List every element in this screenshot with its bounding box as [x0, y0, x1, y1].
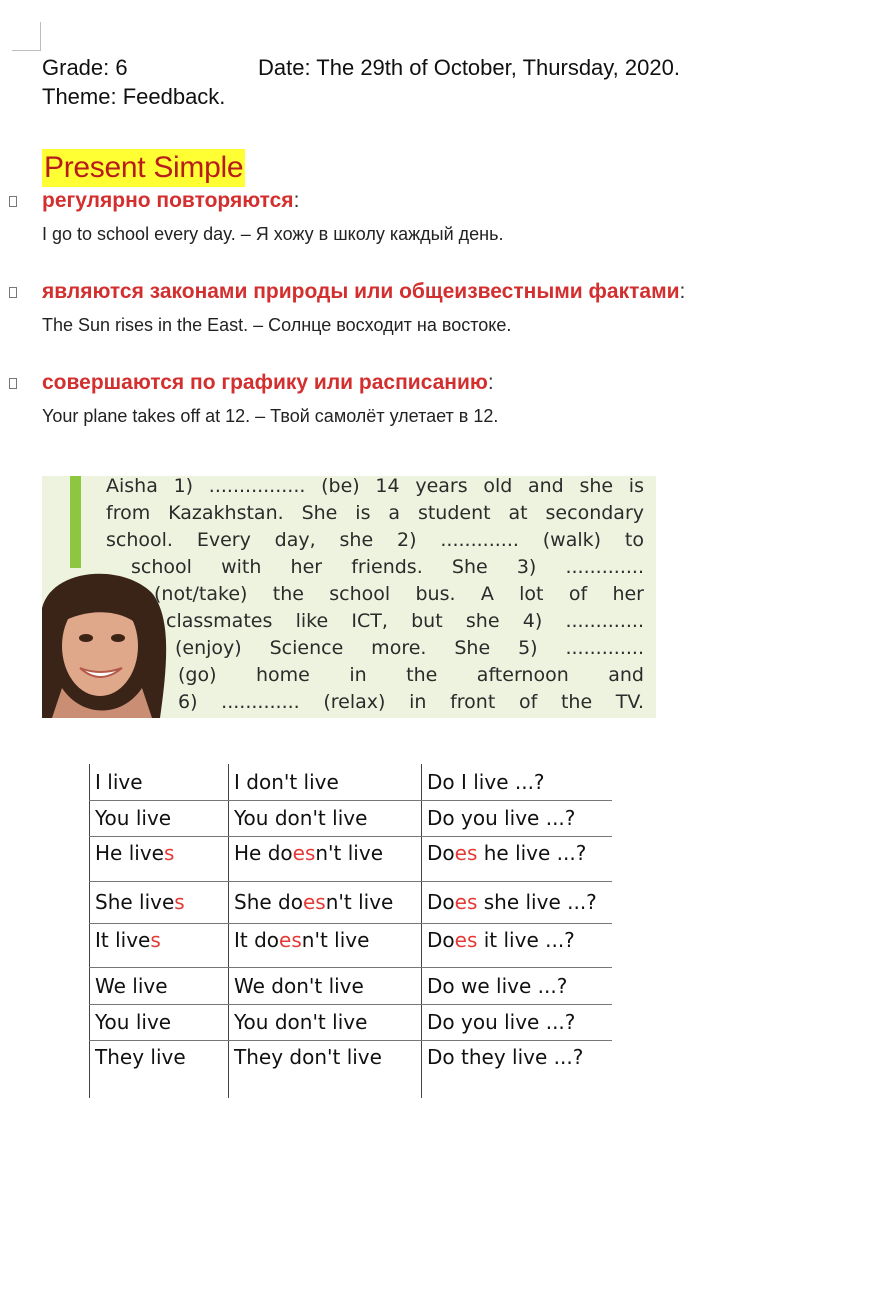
- affirmative-cell: We live: [90, 967, 229, 1004]
- exercise-line: school. Every day, she 2) ............. (walk) to: [106, 529, 644, 551]
- rule-example: Your plane takes off at 12. – Твой самолёт улетает в 12.: [42, 406, 499, 426]
- exercise-image: [42, 476, 656, 718]
- table-row: [90, 836, 613, 881]
- question-cell: Do you live ...?: [422, 800, 613, 836]
- question-cell: Does it live ...?: [422, 923, 613, 967]
- page-corner-mark: [12, 22, 41, 51]
- exercise-line: classmates like ICT, but she 4) .............: [166, 610, 644, 632]
- table-row: [90, 800, 613, 836]
- rule-heading: совершаются по графику или расписанию:: [42, 371, 494, 394]
- negative-cell: They don't live: [229, 1040, 422, 1098]
- rule-example: The Sun rises in the East. – Солнце восходит на востоке.: [42, 315, 512, 335]
- rule-heading: являются законами природы или общеизвестными фактами:: [42, 280, 686, 303]
- table-row: [90, 764, 613, 800]
- negative-cell: She doesn't live: [229, 881, 422, 923]
- negative-cell: You don't live: [229, 1004, 422, 1040]
- affirmative-cell: You live: [90, 800, 229, 836]
- table-row: [90, 881, 613, 923]
- exercise-line: (go) home in the afternoon and: [178, 664, 644, 686]
- bullet-icon: [9, 287, 17, 298]
- affirmative-cell: He lives: [90, 836, 229, 881]
- negative-cell: It doesn't live: [229, 923, 422, 967]
- exercise-line: Aisha 1) ................ (be) 14 years old and she is: [106, 476, 644, 497]
- question-cell: Do they live ...?: [422, 1040, 613, 1098]
- question-cell: Do I live ...?: [422, 764, 613, 800]
- conjugation-table: [89, 764, 612, 1098]
- bullet-icon: [9, 378, 17, 389]
- affirmative-cell: It lives: [90, 923, 229, 967]
- table-row: [90, 1040, 613, 1098]
- table-row: [90, 923, 613, 967]
- theme-text: Theme: Feedback.: [42, 84, 226, 109]
- section-title: Present Simple: [42, 149, 245, 187]
- rule-example: I go to school every day. – Я хожу в школу каждый день.: [42, 224, 504, 244]
- affirmative-cell: She lives: [90, 881, 229, 923]
- negative-cell: He doesn't live: [229, 836, 422, 881]
- affirmative-cell: I live: [90, 764, 229, 800]
- affirmative-cell: They live: [90, 1040, 229, 1098]
- rule-heading: регулярно повторяются:: [42, 189, 300, 212]
- negative-cell: We don't live: [229, 967, 422, 1004]
- exercise-line: (enjoy) Science more. She 5) .............: [175, 637, 644, 659]
- question-cell: Do you live ...?: [422, 1004, 613, 1040]
- exercise-line: from Kazakhstan. She is a student at secondary: [106, 502, 644, 524]
- table-row: [90, 967, 613, 1004]
- grade-text: Grade: 6: [42, 55, 128, 80]
- bullet-icon: [9, 196, 17, 207]
- negative-cell: I don't live: [229, 764, 422, 800]
- exercise-line: (not/take) the school bus. A lot of her: [154, 583, 644, 605]
- table-row: [90, 1004, 613, 1040]
- affirmative-cell: You live: [90, 1004, 229, 1040]
- negative-cell: You don't live: [229, 800, 422, 836]
- grade-date-line: [42, 54, 680, 82]
- question-cell: Does she live ...?: [422, 881, 613, 923]
- question-cell: Does he live ...?: [422, 836, 613, 881]
- exercise-line: school with her friends. She 3) .............: [131, 556, 644, 578]
- date-text: Date: The 29th of October, Thursday, 2020.: [258, 55, 680, 80]
- question-cell: Do we live ...?: [422, 967, 613, 1004]
- exercise-line: 6) ............. (relax) in front of the TV.: [178, 691, 644, 713]
